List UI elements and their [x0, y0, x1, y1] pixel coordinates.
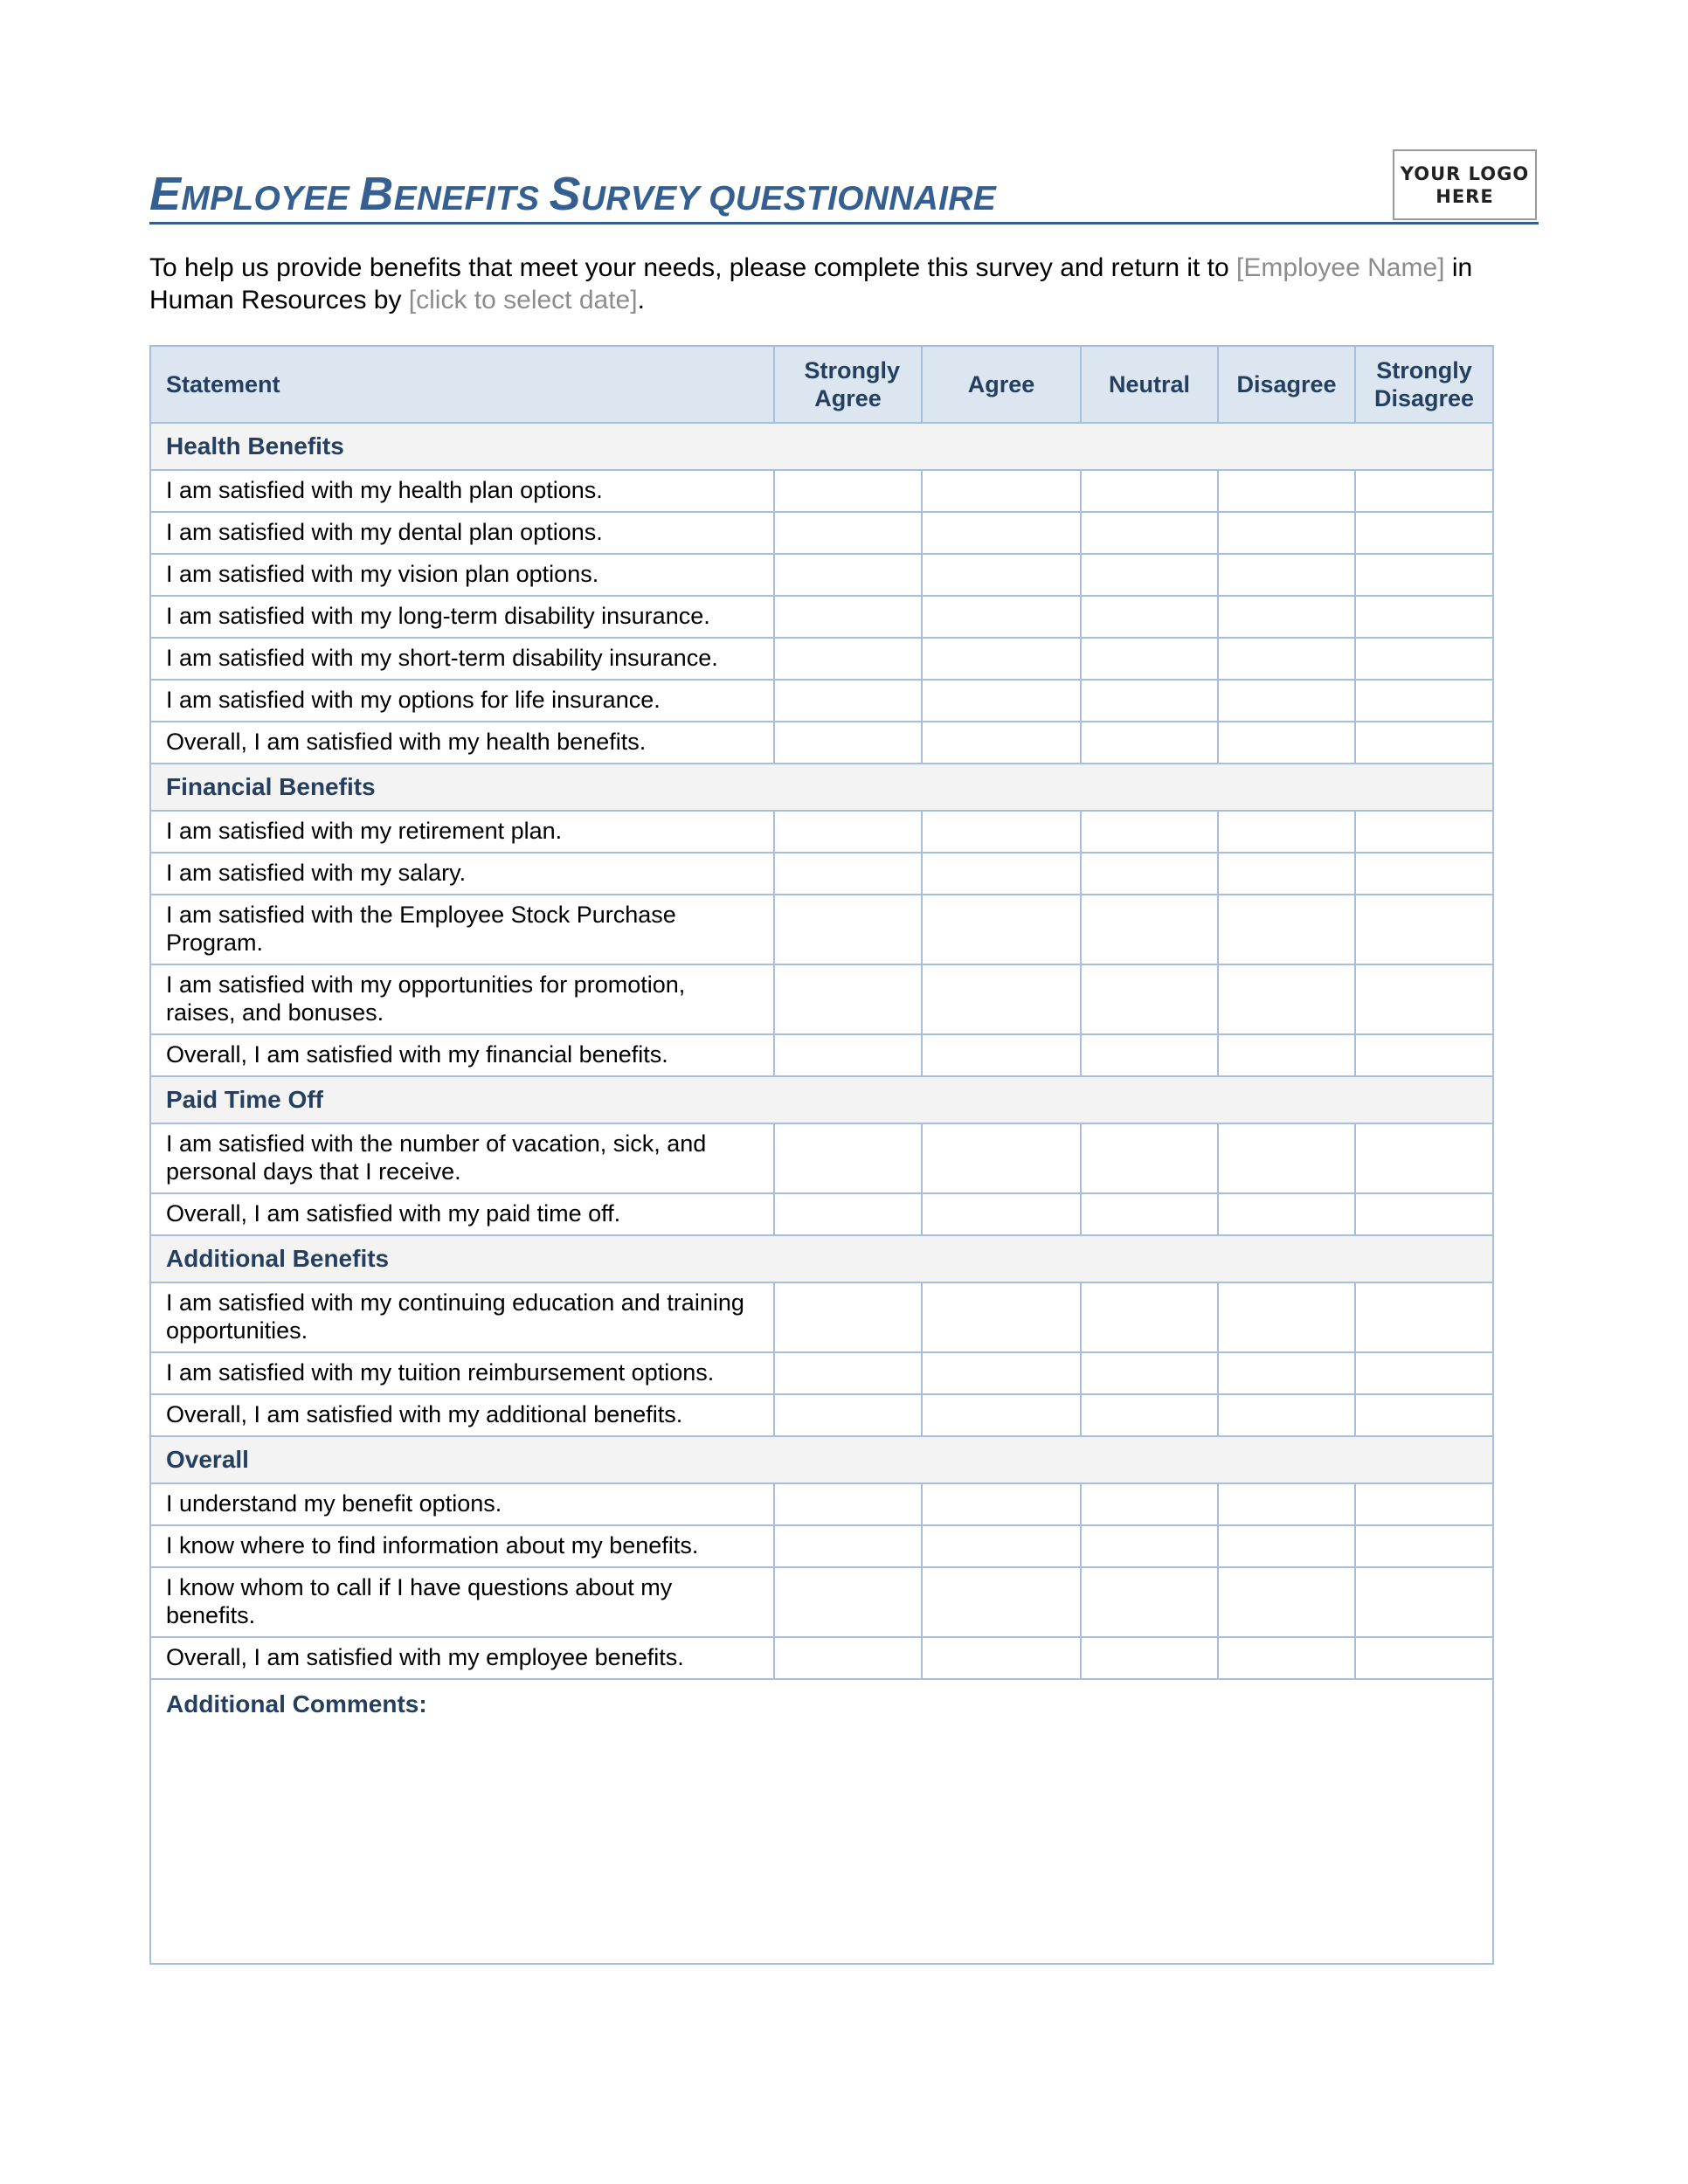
statement-cell: Overall, I am satisfied with my additional benefits. [150, 1394, 774, 1436]
response-agree[interactable] [922, 1567, 1081, 1637]
response-strongly-agree[interactable] [774, 964, 922, 1034]
response-disagree[interactable] [1218, 1352, 1355, 1394]
intro-text-after: . [637, 286, 645, 314]
response-neutral[interactable] [1081, 680, 1218, 722]
response-disagree[interactable] [1218, 964, 1355, 1034]
title-rule-divider [149, 222, 1539, 225]
response-strongly-disagree[interactable] [1355, 554, 1493, 596]
response-disagree[interactable] [1218, 1483, 1355, 1525]
response-neutral[interactable] [1081, 853, 1218, 895]
table-row [150, 1282, 1493, 1352]
response-strongly-agree[interactable] [774, 1525, 922, 1567]
response-strongly-disagree[interactable] [1355, 1637, 1493, 1679]
statement-cell: I am satisfied with my tuition reimbursement options. [150, 1352, 774, 1394]
response-strongly-agree[interactable] [774, 638, 922, 680]
response-agree[interactable] [922, 1193, 1081, 1235]
title-word-4: QUESTIONNAIRE [709, 180, 997, 218]
response-strongly-disagree[interactable] [1355, 964, 1493, 1034]
section-row-health-benefits: Health Benefits [150, 423, 1493, 470]
table-row [150, 512, 1493, 554]
response-disagree[interactable] [1218, 470, 1355, 512]
response-agree[interactable] [922, 1483, 1081, 1525]
statement-cell: I am satisfied with my continuing education and training opportunities. [150, 1282, 774, 1352]
response-disagree[interactable] [1218, 1567, 1355, 1637]
response-strongly-agree[interactable] [774, 1352, 922, 1394]
statement-cell: Overall, I am satisfied with my paid time off. [150, 1193, 774, 1235]
table-row [150, 964, 1493, 1034]
column-header-neutral: Neutral [1081, 346, 1218, 423]
response-strongly-agree[interactable] [774, 680, 922, 722]
column-header-statement: Statement [150, 346, 774, 423]
statement-cell: I am satisfied with my retirement plan. [150, 811, 774, 853]
response-strongly-agree[interactable] [774, 1193, 922, 1235]
additional-comments-label: Additional Comments: [166, 1690, 427, 1717]
response-disagree[interactable] [1218, 1123, 1355, 1193]
statement-cell: Overall, I am satisfied with my health benefits. [150, 722, 774, 764]
response-neutral[interactable] [1081, 1637, 1218, 1679]
response-neutral[interactable] [1081, 512, 1218, 554]
statement-cell: I know whom to call if I have questions about my benefits. [150, 1567, 774, 1637]
page-title [149, 168, 996, 225]
title-word-3: SURVEY [549, 168, 709, 220]
table-row [150, 1352, 1493, 1394]
response-strongly-disagree[interactable] [1355, 1034, 1493, 1076]
title-word-1: EMPLOYEE [149, 168, 360, 220]
response-strongly-agree[interactable] [774, 1483, 922, 1525]
table-row [150, 1193, 1493, 1235]
section-row-overall: Overall [150, 1436, 1493, 1483]
response-strongly-agree[interactable] [774, 554, 922, 596]
response-agree[interactable] [922, 1034, 1081, 1076]
response-strongly-agree[interactable] [774, 1394, 922, 1436]
response-agree[interactable] [922, 1525, 1081, 1567]
response-disagree[interactable] [1218, 811, 1355, 853]
response-neutral[interactable] [1081, 638, 1218, 680]
logo-line-2: HERE [1435, 185, 1494, 207]
response-strongly-disagree[interactable] [1355, 1483, 1493, 1525]
response-strongly-agree[interactable] [774, 1637, 922, 1679]
response-disagree[interactable] [1218, 554, 1355, 596]
response-disagree[interactable] [1218, 1193, 1355, 1235]
logo-line-1: YOUR LOGO [1400, 162, 1530, 184]
response-strongly-agree[interactable] [774, 512, 922, 554]
response-strongly-disagree[interactable] [1355, 1282, 1493, 1352]
statement-cell: Overall, I am satisfied with my employee benefits. [150, 1637, 774, 1679]
statement-cell: I am satisfied with my short-term disability insurance. [150, 638, 774, 680]
table-row [150, 811, 1493, 853]
table-row [150, 470, 1493, 512]
date-picker-field[interactable]: [click to select date] [408, 286, 638, 314]
response-disagree[interactable] [1218, 512, 1355, 554]
table-row [150, 638, 1493, 680]
response-strongly-agree[interactable] [774, 811, 922, 853]
response-agree[interactable] [922, 964, 1081, 1034]
response-agree[interactable] [922, 470, 1081, 512]
response-disagree[interactable] [1218, 596, 1355, 638]
statement-cell: I am satisfied with my salary. [150, 853, 774, 895]
response-strongly-agree[interactable] [774, 853, 922, 895]
response-strongly-agree[interactable] [774, 1567, 922, 1637]
response-strongly-disagree[interactable] [1355, 853, 1493, 895]
response-strongly-agree[interactable] [774, 1282, 922, 1352]
logo-placeholder[interactable] [1393, 149, 1537, 220]
intro-paragraph [149, 252, 1547, 316]
response-neutral[interactable] [1081, 964, 1218, 1034]
statement-cell: I am satisfied with my options for life insurance. [150, 680, 774, 722]
response-strongly-agree[interactable] [774, 722, 922, 764]
survey-table [149, 345, 1494, 1965]
response-strongly-disagree[interactable] [1355, 811, 1493, 853]
response-neutral[interactable] [1081, 895, 1218, 964]
statement-cell: Overall, I am satisfied with my financial benefits. [150, 1034, 774, 1076]
response-strongly-disagree[interactable] [1355, 512, 1493, 554]
table-row [150, 1394, 1493, 1436]
title-word-2: BENEFITS [359, 168, 550, 220]
section-row-paid-time-off: Paid Time Off [150, 1076, 1493, 1123]
intro-text-middle: in Human Resources by [149, 253, 1473, 314]
intro-text-before: To help us provide benefits that meet your needs, please complete this survey and return it to [149, 253, 1237, 282]
response-disagree[interactable] [1218, 895, 1355, 964]
table-row [150, 1637, 1493, 1679]
response-strongly-disagree[interactable] [1355, 1394, 1493, 1436]
response-neutral[interactable] [1081, 470, 1218, 512]
response-disagree[interactable] [1218, 680, 1355, 722]
column-header-strongly-agree: Strongly Agree [774, 346, 922, 423]
table-row [150, 853, 1493, 895]
statement-cell: I am satisfied with the number of vacation, sick, and personal days that I receive. [150, 1123, 774, 1193]
statement-cell: I am satisfied with my vision plan options. [150, 554, 774, 596]
response-strongly-agree[interactable] [774, 1123, 922, 1193]
response-strongly-disagree[interactable] [1355, 1525, 1493, 1567]
response-agree[interactable] [922, 811, 1081, 853]
response-strongly-agree[interactable] [774, 596, 922, 638]
response-neutral[interactable] [1081, 1483, 1218, 1525]
section-row-additional-benefits: Additional Benefits [150, 1235, 1493, 1282]
response-disagree[interactable] [1218, 1525, 1355, 1567]
response-strongly-disagree[interactable] [1355, 1352, 1493, 1394]
section-row-financial-benefits: Financial Benefits [150, 764, 1493, 811]
response-neutral[interactable] [1081, 1123, 1218, 1193]
response-neutral[interactable] [1081, 1193, 1218, 1235]
table-row [150, 1483, 1493, 1525]
response-strongly-disagree[interactable] [1355, 722, 1493, 764]
response-neutral[interactable] [1081, 722, 1218, 764]
response-agree[interactable] [922, 853, 1081, 895]
response-agree[interactable] [922, 512, 1081, 554]
response-strongly-disagree[interactable] [1355, 1123, 1493, 1193]
table-header-row [150, 346, 1493, 423]
statement-cell: I am satisfied with my opportunities for promotion, raises, and bonuses. [150, 964, 774, 1034]
response-neutral[interactable] [1081, 1282, 1218, 1352]
response-neutral[interactable] [1081, 1034, 1218, 1076]
column-header-agree: Agree [922, 346, 1081, 423]
response-disagree[interactable] [1218, 1394, 1355, 1436]
statement-cell: I am satisfied with my dental plan options. [150, 512, 774, 554]
response-neutral[interactable] [1081, 1394, 1218, 1436]
additional-comments-row [150, 1679, 1493, 1964]
response-agree[interactable] [922, 638, 1081, 680]
response-agree[interactable] [922, 554, 1081, 596]
table-row [150, 680, 1493, 722]
response-strongly-agree[interactable] [774, 895, 922, 964]
response-disagree[interactable] [1218, 638, 1355, 680]
statement-cell: I am satisfied with my health plan options. [150, 470, 774, 512]
response-strongly-disagree[interactable] [1355, 470, 1493, 512]
response-disagree[interactable] [1218, 1282, 1355, 1352]
response-strongly-disagree[interactable] [1355, 680, 1493, 722]
response-neutral[interactable] [1081, 811, 1218, 853]
response-agree[interactable] [922, 680, 1081, 722]
response-agree[interactable] [922, 1123, 1081, 1193]
employee-name-field[interactable]: [Employee Name] [1236, 253, 1445, 282]
statement-cell: I know where to find information about my benefits. [150, 1525, 774, 1567]
additional-comments-field[interactable] [150, 1679, 1493, 1964]
response-agree[interactable] [922, 1637, 1081, 1679]
response-disagree[interactable] [1218, 853, 1355, 895]
response-neutral[interactable] [1081, 1567, 1218, 1637]
response-strongly-agree[interactable] [774, 470, 922, 512]
response-strongly-disagree[interactable] [1355, 1567, 1493, 1637]
table-row [150, 1567, 1493, 1637]
response-neutral[interactable] [1081, 1352, 1218, 1394]
table-row [150, 1123, 1493, 1193]
response-agree[interactable] [922, 895, 1081, 964]
response-strongly-agree[interactable] [774, 1034, 922, 1076]
response-agree[interactable] [922, 1394, 1081, 1436]
table-row [150, 722, 1493, 764]
response-neutral[interactable] [1081, 554, 1218, 596]
response-disagree[interactable] [1218, 722, 1355, 764]
response-agree[interactable] [922, 1352, 1081, 1394]
column-header-disagree: Disagree [1218, 346, 1355, 423]
statement-cell: I am satisfied with the Employee Stock Purchase Program. [150, 895, 774, 964]
table-row [150, 596, 1493, 638]
response-disagree[interactable] [1218, 1637, 1355, 1679]
response-strongly-disagree[interactable] [1355, 596, 1493, 638]
table-row [150, 1034, 1493, 1076]
table-row [150, 895, 1493, 964]
column-header-strongly-disagree: Strongly Disagree [1355, 346, 1493, 423]
response-neutral[interactable] [1081, 596, 1218, 638]
statement-cell: I understand my benefit options. [150, 1483, 774, 1525]
response-neutral[interactable] [1081, 1525, 1218, 1567]
response-agree[interactable] [922, 596, 1081, 638]
statement-cell: I am satisfied with my long-term disability insurance. [150, 596, 774, 638]
response-agree[interactable] [922, 1282, 1081, 1352]
response-strongly-disagree[interactable] [1355, 1193, 1493, 1235]
table-row [150, 1525, 1493, 1567]
response-disagree[interactable] [1218, 1034, 1355, 1076]
response-strongly-disagree[interactable] [1355, 895, 1493, 964]
table-row [150, 554, 1493, 596]
response-agree[interactable] [922, 722, 1081, 764]
response-strongly-disagree[interactable] [1355, 638, 1493, 680]
